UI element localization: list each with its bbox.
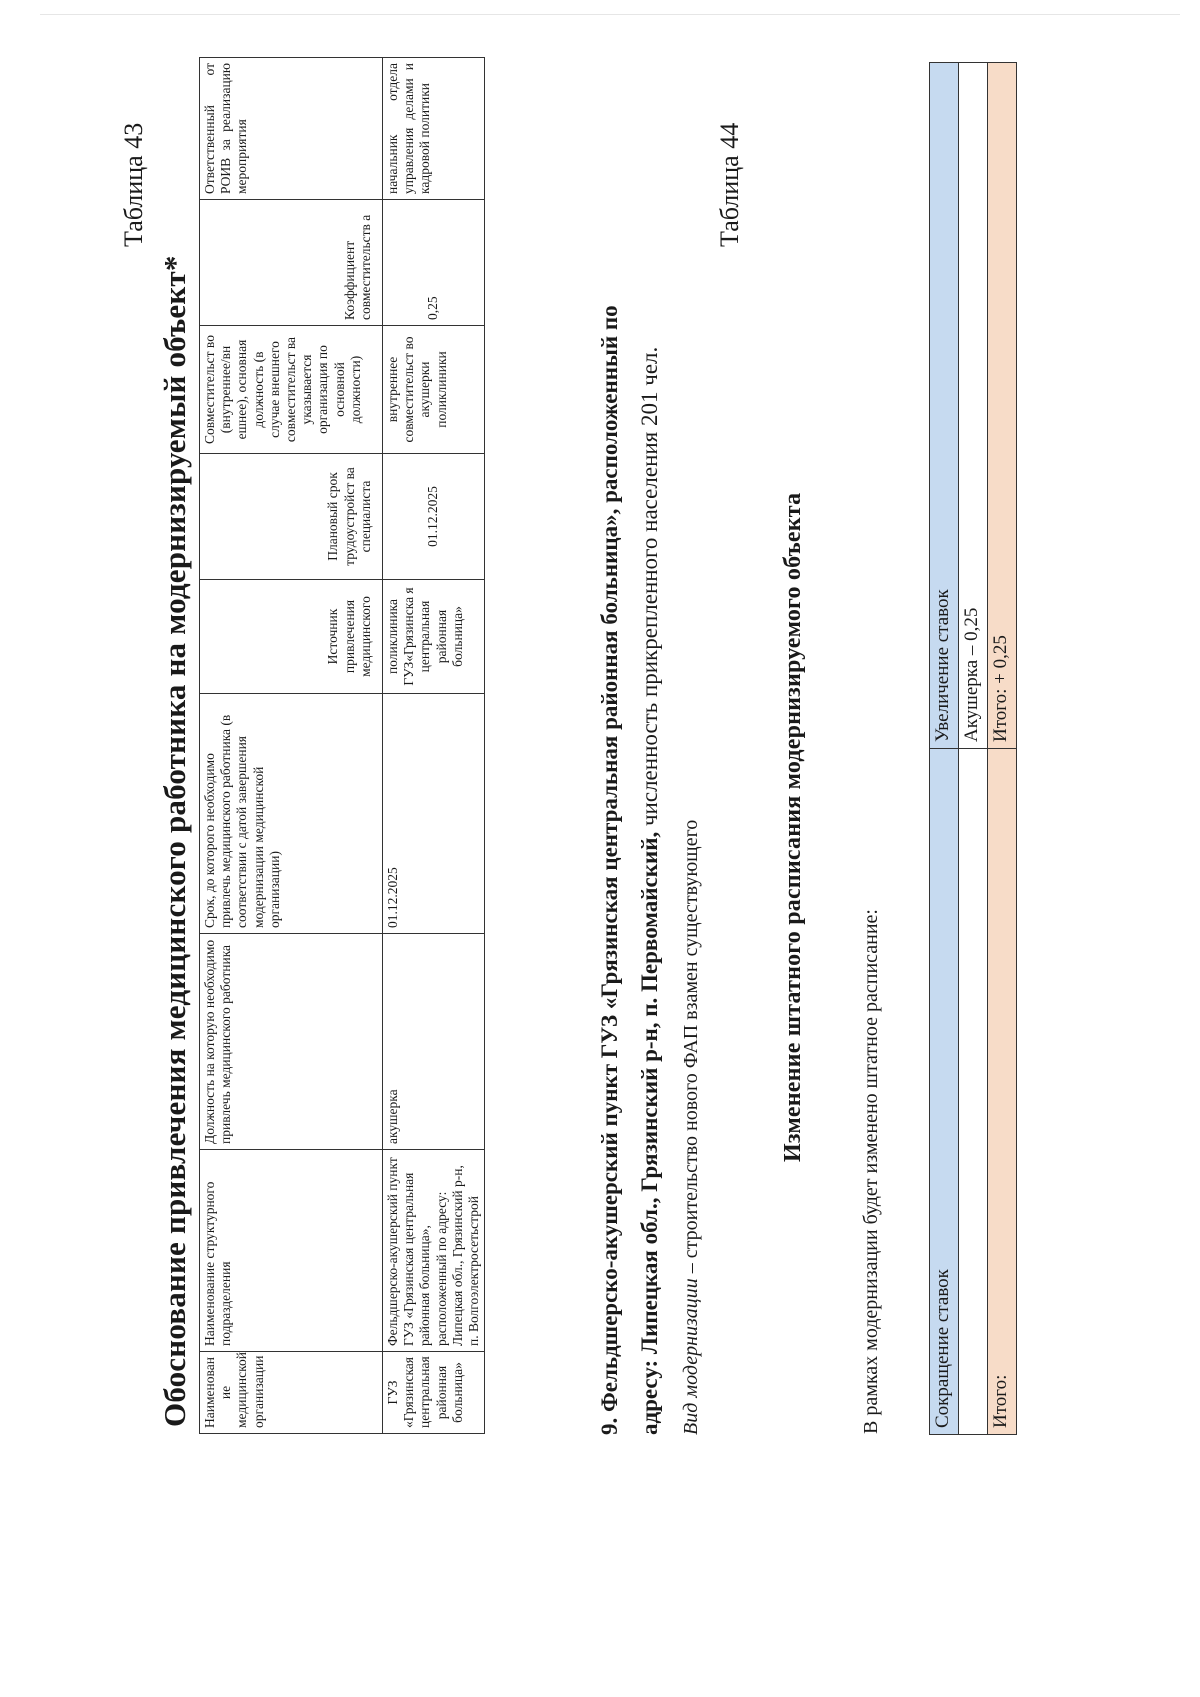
table-44-total-row xyxy=(988,63,1017,1435)
table-43-label: Таблица 43 xyxy=(119,122,148,247)
cell-subdivision: Фельдшерско-акушерский пункт ГУЗ «Грязинская центральная районная больница», расположенный по адресу: Липецкая обл., Грязинский р-н, п. Волгоэлектросетьстрой xyxy=(383,1150,485,1352)
cell-coefficient: 0,25 xyxy=(383,200,485,326)
total-increase: Итого: + 0,25 xyxy=(988,63,1017,749)
cell-deadline: 01.12.2025 xyxy=(383,694,485,934)
cell-position: акушерка xyxy=(383,934,485,1150)
header-decrease: Сокращение ставок xyxy=(930,749,959,1435)
modernization-type xyxy=(680,820,703,1435)
cell-combination: внутреннее совместительст во акушерки поликлиники xyxy=(383,326,485,454)
header-combination: Совместительст во (внутреннее/вн ешнее), основная должность (в случае внешнего совместительст ва указывается организация по основной должности) xyxy=(200,326,383,454)
table-43 xyxy=(199,57,485,1434)
cell-org: ГУЗ «Грязинская центральная районная больница» xyxy=(383,1352,485,1434)
cell-increase: Акушерка – 0,25 xyxy=(959,63,988,749)
cell-source: поликлиника ГУЗ«Грязинска я центральная районная больница» xyxy=(383,580,485,694)
cell-decrease xyxy=(959,749,988,1435)
modernization-type-value: – строительство нового ФАП взамен существующего xyxy=(680,819,702,1279)
table-43-header-row xyxy=(200,58,383,1434)
header-subdivision: Наименование структурного подразделения xyxy=(200,1150,383,1352)
header-planned-date: Плановый срок трудоустройст ва специалиста xyxy=(200,454,383,580)
cell-responsible: начальник отдела управления делами и кадровой политики xyxy=(383,58,485,200)
table-44-title: Изменение штатного расписания модернизируемого объекта xyxy=(780,492,806,1162)
section-9-heading-line1: 9. Фельдшерско-акушерский пункт ГУЗ «Грязинская центральная районная больница», расположенный по xyxy=(597,305,622,1435)
table-44 xyxy=(929,62,1017,1435)
section-9-population: численность прикрепленного населения 201 чел. xyxy=(637,346,662,832)
table-44-label: Таблица 44 xyxy=(715,122,744,247)
section-9-heading-line2 xyxy=(637,347,663,1435)
section-9-address: адресу: Липецкая обл., Грязинский р-н, п. Первомайский, xyxy=(637,831,662,1435)
modernization-type-label: Вид модернизации xyxy=(680,1278,702,1435)
staffing-intro: В рамках модернизации будет изменено штатное расписание: xyxy=(860,909,882,1434)
header-deadline: Срок, до которого необходимо привлечь медицинского работника (в соответствии с датой завершения модернизации медицинской организации) xyxy=(200,694,383,934)
header-increase: Увеличение ставок xyxy=(930,63,959,749)
header-position: Должность на которую необходимо привлечь медицинского работника xyxy=(200,934,383,1150)
header-responsible: Ответственный от РОИВ за реализацию мероприятия xyxy=(200,58,383,200)
header-coefficient: Коэффициент совместительств а xyxy=(200,200,383,326)
cell-planned-date: 01.12.2025 xyxy=(383,454,485,580)
total-decrease: Итого: xyxy=(988,749,1017,1435)
header-source: Источник привлечения медицинского xyxy=(200,580,383,694)
table-row xyxy=(383,58,485,1434)
table-44-header-row xyxy=(930,63,959,1435)
header-org: Наименован ие медицинской организации xyxy=(200,1352,383,1434)
table-43-title: Обоснование привлечения медицинского работника на модернизируемый объект* xyxy=(157,255,192,1427)
table-row xyxy=(959,63,988,1435)
